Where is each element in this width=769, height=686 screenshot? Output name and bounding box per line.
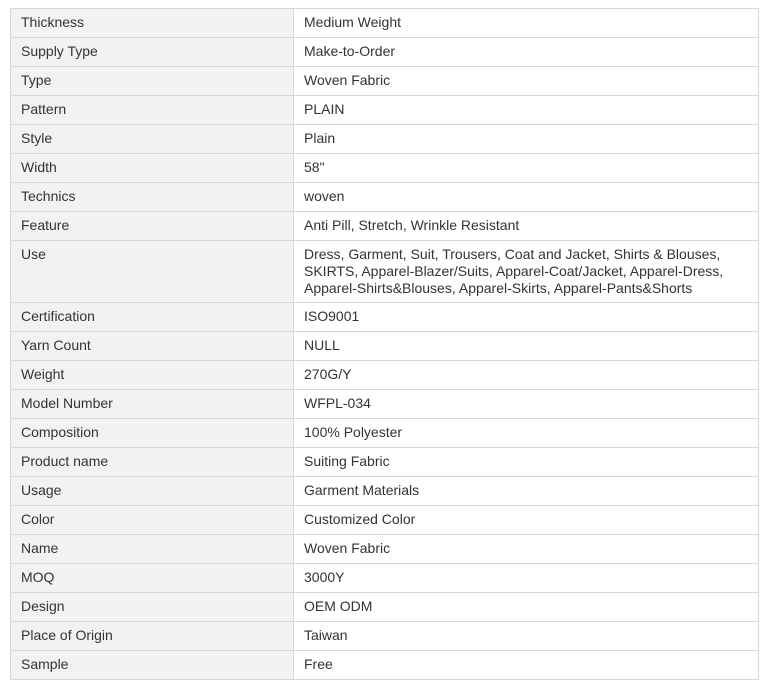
table-row: [11, 38, 759, 67]
spec-label: Style: [11, 125, 294, 154]
table-row: [11, 154, 759, 183]
table-row: [11, 332, 759, 361]
table-row: [11, 241, 759, 303]
table-row: [11, 390, 759, 419]
table-row: [11, 67, 759, 96]
spec-value: 58": [294, 154, 759, 183]
spec-value: Suiting Fabric: [294, 448, 759, 477]
table-row: [11, 419, 759, 448]
spec-value: Medium Weight: [294, 9, 759, 38]
spec-label: Width: [11, 154, 294, 183]
table-row: [11, 564, 759, 593]
spec-value: ISO9001: [294, 303, 759, 332]
spec-label: Technics: [11, 183, 294, 212]
table-row: [11, 96, 759, 125]
spec-value: 3000Y: [294, 564, 759, 593]
spec-label: Certification: [11, 303, 294, 332]
table-row: [11, 212, 759, 241]
spec-label: Product name: [11, 448, 294, 477]
spec-label: Place of Origin: [11, 622, 294, 651]
table-row: [11, 477, 759, 506]
spec-label: Sample: [11, 651, 294, 680]
table-row: [11, 183, 759, 212]
spec-label: Yarn Count: [11, 332, 294, 361]
spec-value: Woven Fabric: [294, 535, 759, 564]
table-row: [11, 125, 759, 154]
spec-label: Name: [11, 535, 294, 564]
spec-value: OEM ODM: [294, 593, 759, 622]
spec-value: 100% Polyester: [294, 419, 759, 448]
spec-label: Pattern: [11, 96, 294, 125]
spec-value: Garment Materials: [294, 477, 759, 506]
spec-value: Customized Color: [294, 506, 759, 535]
table-row: [11, 9, 759, 38]
spec-value: Free: [294, 651, 759, 680]
spec-value: Make-to-Order: [294, 38, 759, 67]
table-row: [11, 361, 759, 390]
table-row: [11, 593, 759, 622]
spec-value: Dress, Garment, Suit, Trousers, Coat and Jacket, Shirts & Blouses, SKIRTS, Apparel-Blazer/Suits, Apparel-Coat/Jacket, Apparel-Dress, Apparel-Shirts&Blouses, Apparel-Skirts, Apparel-Pants&Shorts: [294, 241, 759, 303]
spec-value: Anti Pill, Stretch, Wrinkle Resistant: [294, 212, 759, 241]
spec-label: Feature: [11, 212, 294, 241]
table-row: [11, 651, 759, 680]
spec-label: Use: [11, 241, 294, 303]
spec-value: Plain: [294, 125, 759, 154]
spec-label: Type: [11, 67, 294, 96]
table-row: [11, 506, 759, 535]
spec-value: Woven Fabric: [294, 67, 759, 96]
spec-label: Thickness: [11, 9, 294, 38]
spec-value: NULL: [294, 332, 759, 361]
spec-label: Weight: [11, 361, 294, 390]
table-row: [11, 303, 759, 332]
spec-label: Color: [11, 506, 294, 535]
spec-label: Usage: [11, 477, 294, 506]
spec-label: Supply Type: [11, 38, 294, 67]
table-row: [11, 622, 759, 651]
table-row: [11, 535, 759, 564]
spec-value: WFPL-034: [294, 390, 759, 419]
product-specs-table: [10, 8, 759, 680]
spec-value: woven: [294, 183, 759, 212]
spec-label: Model Number: [11, 390, 294, 419]
spec-value: Taiwan: [294, 622, 759, 651]
spec-label: MOQ: [11, 564, 294, 593]
spec-value: 270G/Y: [294, 361, 759, 390]
table-row: [11, 448, 759, 477]
spec-label: Design: [11, 593, 294, 622]
spec-value: PLAIN: [294, 96, 759, 125]
spec-label: Composition: [11, 419, 294, 448]
